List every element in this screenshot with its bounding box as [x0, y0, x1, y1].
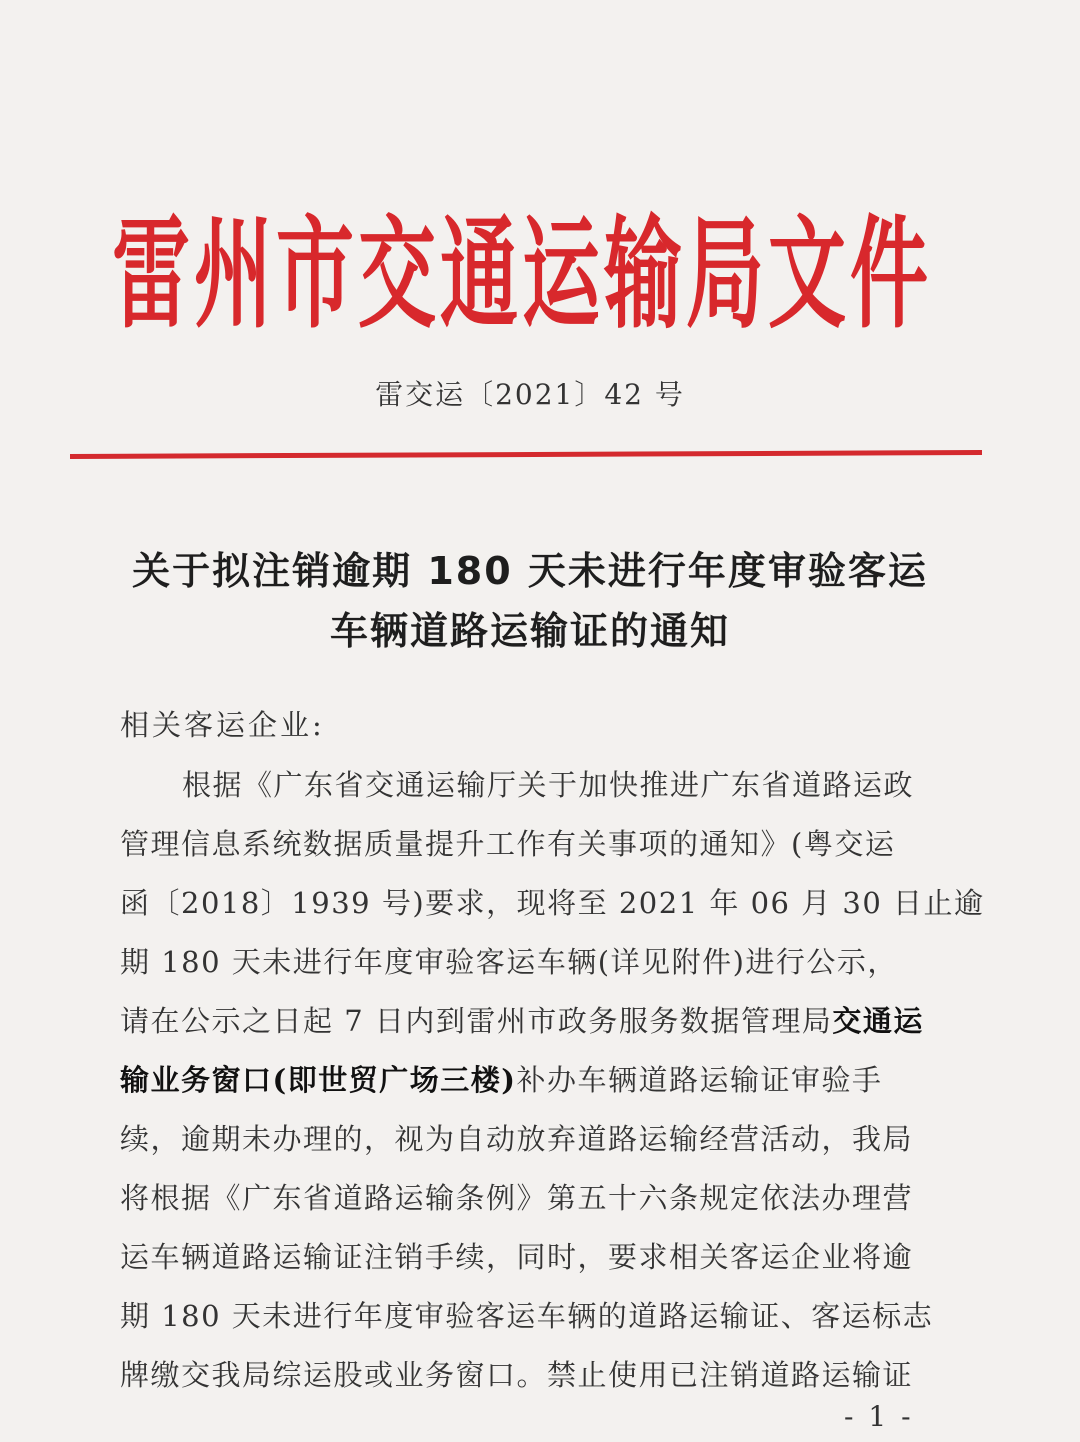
body-text-bold: 输业务窗口(即世贸广场三楼)	[120, 1063, 517, 1097]
body-line: 牌缴交我局综运股或业务窗口。禁止使用已注销道路运输证	[120, 1358, 914, 1392]
red-separator-line	[70, 450, 982, 459]
body-text-bold: 交通运	[832, 1004, 924, 1038]
body-line: 根据《广东省交通运输厅关于加快推进广东省道路运政	[182, 768, 915, 802]
issuing-authority-title: 雷州市交通运输局文件	[112, 205, 933, 346]
body-line	[120, 1058, 950, 1099]
body-line: 期 180 天未进行年度审验客运车辆的道路运输证、客运标志	[120, 1299, 934, 1333]
notice-title-line-2: 车辆道路运输证的通知	[329, 609, 730, 653]
body-line	[120, 999, 950, 1040]
document-number: 雷交运〔2021〕42 号	[375, 378, 685, 411]
body-line: 管理信息系统数据质量提升工作有关事项的通知》(粤交运	[120, 827, 896, 861]
body-line: 期 180 天未进行年度审验客运车辆(详见附件)进行公示，	[120, 945, 898, 979]
salutation: 相关客运企业:	[120, 708, 325, 742]
body-text: 补办车辆道路运输证审验手	[516, 1063, 883, 1097]
body-text: 请在公示之日起 7 日内到雷州市政务服务数据管理局	[120, 1004, 833, 1038]
page-number: - 1 -	[844, 1400, 914, 1433]
body-line: 续，逾期未办理的，视为自动放弃道路运输经营活动，我局	[120, 1122, 914, 1156]
body-line: 函〔2018〕1939 号)要求，现将至 2021 年 06 月 30 日止逾	[120, 886, 985, 920]
body-line: 将根据《广东省道路运输条例》第五十六条规定依法办理营	[120, 1181, 914, 1215]
notice-title-line-1: 关于拟注销逾期 180 天未进行年度审验客运	[132, 549, 928, 593]
body-line: 运车辆道路运输证注销手续，同时，要求相关客运企业将逾	[120, 1240, 914, 1274]
